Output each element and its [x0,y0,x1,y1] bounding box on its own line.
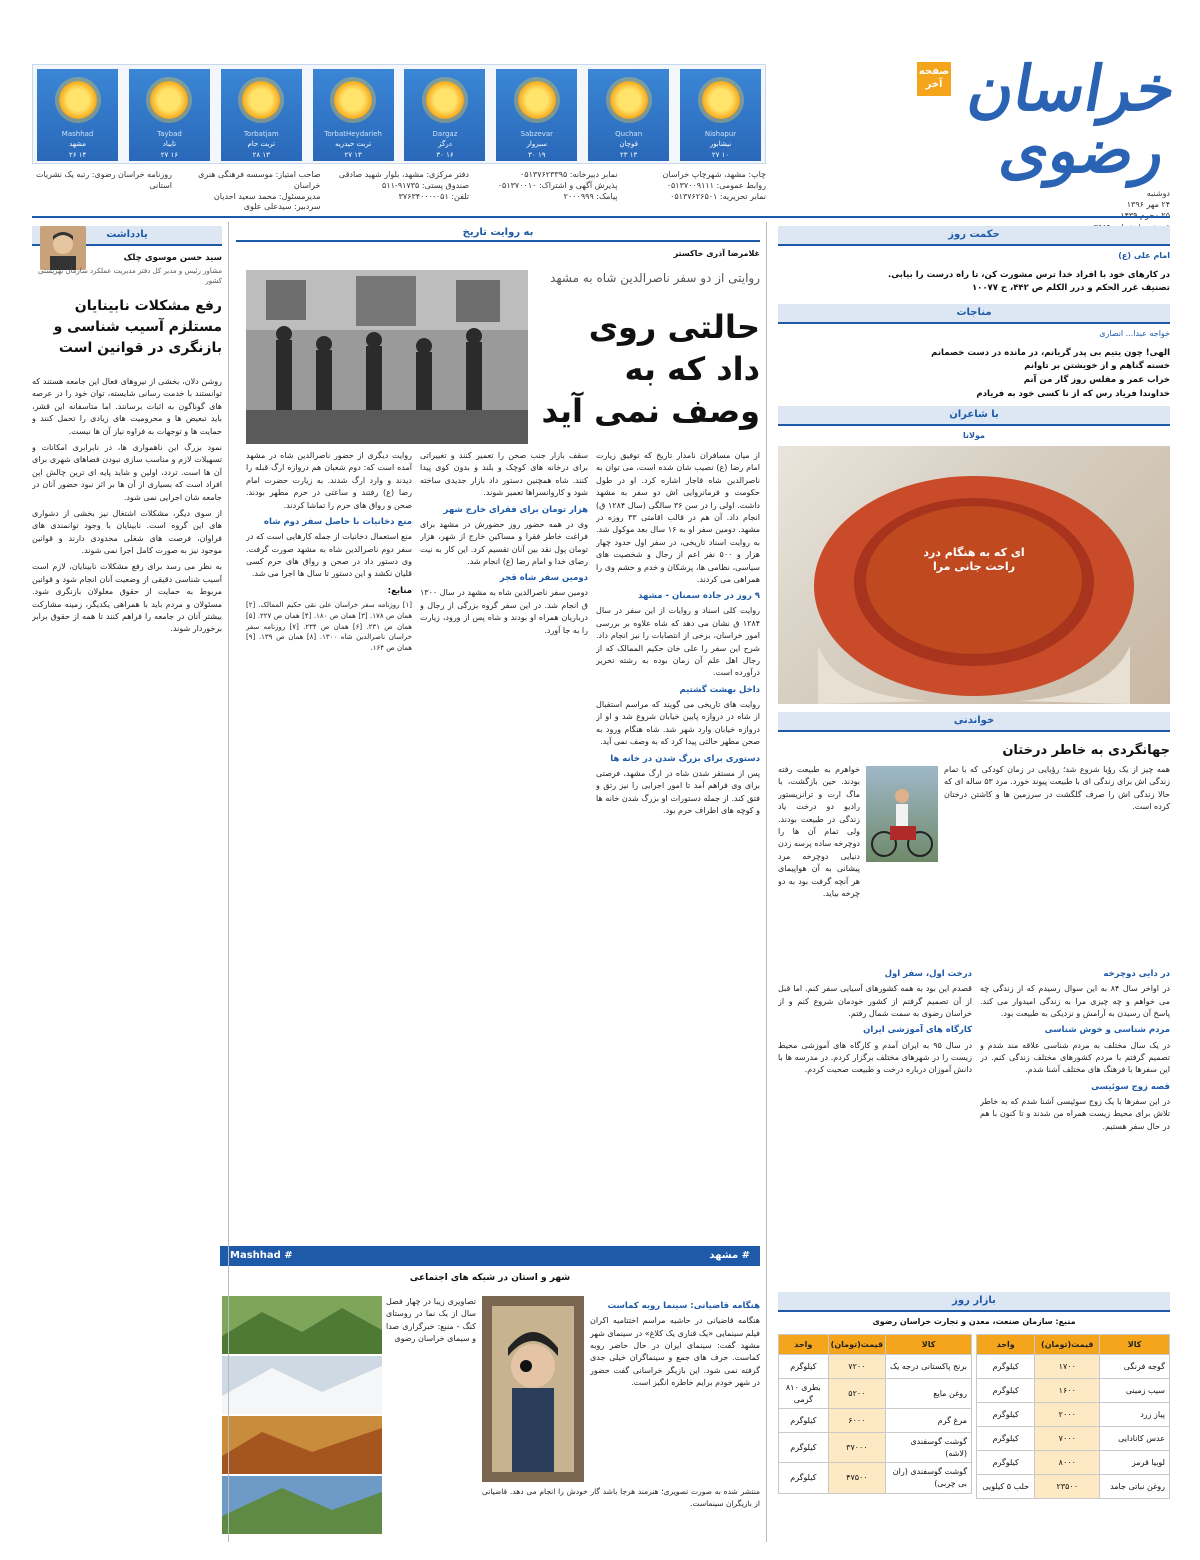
weather-card: TorbatHeydarieh تربت حیدریه ۱۳ ۲۷ [313,69,394,161]
sun-icon [518,81,556,119]
sun-icon [610,81,648,119]
tarikh-kicker: روایتی از دو سفر ناصرالدین شاه به مشهد [550,271,760,285]
bazar-header: بازار روز [778,1292,1170,1312]
yaddasht-body: روشن دلان، بخشی از نیروهای فعال این جامعه هستند که توانستند با خدمت رسانی شایسته، توان خود را در عرصه های گوناگون به اثبات برسانند. اما متاسفانه این قشر، باید تبعیض ها و محرومیت های زیادی را تحمل کنند و حمایت ها و توجهات به فراوه نیاز آن ها نیست. نمود بزرگ این ناهمواری ها، در نابرابری امکانات و تسهیلات لازم و مناسب سازی نبودن فضاهای شهری برای آن ها است. تردد، اولین و شاید پایه ای ترین چالش این افراد است که بسیاری از آن ها بر اثر نبود حضور آنان در جامعه شان اجرایی نمی شود. از سوی دیگر، مشکلات اشتغال نیز بخشی از دشواری های این گروه است. نابینایان با وجود توانمندی های فراوان، فرصت های شغلی محدودی دارند و قوانین موجود نیز به صورت کامل اجرا نمی شوند. به نظر می رسد برای رفع مشکلات نابینایان، لازم است آسیب شناسی دقیقی از وضعیت آنان انجام شود و قوانین مربوط به حمایت از حقوق معلولان بازنگری شود. مسئولان و مردم باید با همراهی یکدیگر، زمینه مشارکت بیشتر آنان در جامعه را فراهم کنند تا همه از حقوق برابر برخوردار شوند. [32,377,222,634]
khanandani-title: جهانگردی به خاطر درختان [1002,743,1170,758]
tarikh-col-3: روایت دیگری از حضور ناصرالدین شاه در مشهد آمده است که: دوم شعبان هم دروازه ارگ قبله را دیدند و وارد ارگ شدند. به زیارت حضرت امام رضا (ع) رفتند و ساعتی در حرم مطهر بودند. صحن و رواق های حرم را تماشا کردند. منع دخانیات با حاصل سفر دوم شاه منع استعمال دخانیات از جمله کارهایی است که در سفر دوم ناصرالدین شاه به مشهد صورت گرفت. وی دستور داد در صحن و رواق های حرم کسی قلیان نکشد و این دستور تا سال ها اجرا می شد. منابع: [۱] روزنامه سفر خراسان علی نقی حکیم الممالک. [۲] همان ص ۱۷۸. [۳] همان ص ۱۸۰. [۴] همان ص ۲۲۷. [۵] همان ص ۲۳۱. [۶] همان ص ۲۳۴. [۷] روزنامه سفر خراسان ناصرالدین شاه ۱۳۰۰. [۸] همان ص ۱۳۹. [۹] همان ص ۱۶۴. [246,451,412,653]
table-row: سیب زمینی ۱۶۰۰ کیلوگرم [977,1379,1170,1403]
cyclist-illustration [866,766,938,862]
sun-icon [59,81,97,119]
four-seasons-photos [222,1296,382,1534]
shaeran-header: با شاعران [778,406,1170,426]
landscape-illustration [222,1296,382,1534]
hekmat-header: حکمت روز [778,226,1170,246]
tarikh-byline: غلامرضا آذری خاکستر [673,249,760,258]
table-row: لوبیا قرمز ۸۰۰۰ کیلوگرم [977,1451,1170,1475]
bazar-source: منبع: سازمان صنعت، معدن و تجارت خراسان رضوی [872,1317,1076,1326]
table-row: گوجه فرنگی ۱۷۰۰ کیلوگرم [977,1355,1170,1379]
monajat-line: خسته گناهم و از خویشتن بر تاوانم [1024,361,1170,372]
market-table-left: کالا قیمت(تومان) واحد برنج پاکستانی درجه یک ۷۲۰۰ کیلوگرم روغن مایع ۵۲۰۰ بطری ۸۱۰ گرمی مرغ گرم ۶۰۰۰ کیلوگرم گوشت گوسفندی (لاشه) ۳۷۰۰۰ کیلوگرم گوشت گوسفندی (ران بی چربی) ۴۷۵۰۰ کیلوگرم [778,1334,972,1494]
hekmat-text: در کارهای خود با افراد خدا ترس مشورت کن، تا راه درست را بیابی. [887,269,1170,280]
yaddasht-header: یادداشت [32,226,222,246]
tarikh-subhead: ۹ روز در جاده سمنان - مشهد [638,591,760,602]
yaddasht-title: رفع مشکلات نابینایان مستلزم آسیب شناسی و بازنگری در قوانین است [53,298,222,356]
table-row: گوشت گوسفندی (لاشه) ۳۷۰۰۰ کیلوگرم [779,1433,972,1463]
khanandani-subhead: کارگاه های آموزشی ایران [863,1025,972,1036]
table-row: برنج پاکستانی درجه یک ۷۲۰۰ کیلوگرم [779,1355,972,1379]
table-row: روغن مایع ۵۲۰۰ بطری ۸۱۰ گرمی [779,1379,972,1409]
tarikh-subhead: دومین سفر شاه قجر [499,573,588,584]
sources-list: [۱] روزنامه سفر خراسان علی نقی حکیم الممالک. [۲] همان ص ۱۷۸. [۳] همان ص ۱۸۰. [۴] همان ص ۲۲۷. [۵] همان ص ۲۳۱. [۶] همان ص ۲۳۴. [۷] روزنامه سفر خراسان ناصرالدین شاه ۱۳۰۰. [۸] همان ص ۱۳۹. [۹] همان ص ۱۶۴. [246,600,412,653]
khanandani-col-left: درخت اول، سفر اول قصدم این بود به همه کشورهای آسیایی سفر کنم. اما قبل از آن تصمیم گرفتم از کشور خودمان شروع کنم و از خراسان رضوی به سمت شمال رفتم. کارگاه های آموزشی ایران در سال ۹۵ به ایران آمدم و کارگاه های آموزشی محیط زیست را در شهرهای مختلف برگزار کردم. در مدرسه ها با دانش آموزان درباره درخت و طبیعت صحبت کردم. [778,969,972,1075]
table-row: پیاز زرد ۲۰۰۰ کیلوگرم [977,1403,1170,1427]
hekmat-author: امام علی (ع) [1118,251,1170,260]
market-table-right: کالا قیمت(تومان) واحد گوجه فرنگی ۱۷۰۰ کیلوگرم سیب زمینی ۱۶۰۰ کیلوگرم پیاز زرد ۲۰۰۰ کیلوگرم عدس کانادایی ۷۰۰۰ کیلوگرم لوبیا قرمز ۸۰۰۰ کیلوگرم روغن نباتی جامد ۲۳۵۰۰ حلب ۵ کیلویی [976,1334,1170,1499]
weather-card: Sabzevar سبزوار ۱۹ ۳۰ [496,69,577,161]
tarikh-subhead: هزار تومان برای فقرای خارج شهر [443,504,588,515]
newspaper-logo-text: خراسان رضوی [962,52,1182,187]
imprint-item: صاحب امتیاز: موسسه فرهنگی هنری خراسان مدیرمسئول: محمد سعید احدیان سردبیر: سیدعلی علوی [198,170,321,212]
hekmat-box [778,250,1170,296]
date-solar: ۲۴ مهر ۱۳۹۶ [1126,200,1170,210]
weather-card: Nishapur نیشابور ۱۰ ۲۷ [680,69,761,161]
weather-strip [32,64,766,164]
tea-cup-photo [778,446,1170,704]
tea-cup-illustration [778,446,1170,704]
tarikh-subhead: داخل بهشت گشتیم [679,684,760,695]
last-page-tag: صفحه آخر [917,62,951,96]
tarikh-col-1: از میان مسافران نامدار تاریخ که توفیق زیارت امام رضا (ع) نصیب شان شده است، می توان به ناصرالدین شاه قاجار اشاره کرد. او در طول حکومت و فرمانروایی اش دو سفر به مشهد داشت. اولی را در سن ۳۶ سالگی (سال ۱۲۸۴ ق) انجام داد. آن هم در قالب اقامتی ۳۳ روزه در مشهد. دومین سفر او به ۱۶ سال بعد موکول شد. به روایت اسناد تاریخی، در سفر اول حدود چهار هزار و ۵۰۰ نفر اعم از رجال و شخصیت های سیاسی، نظامی ها، پزشکان و خدم و حشم وی را همراهی می کردند. ۹ روز در جاده سمنان - مشهد روایت کلی اسناد و روایات از این سفر در سال ۱۲۸۴ ق نشان می دهد که شاه علاوه بر بررسی امور خراسان، برخی از انتصابات را نیز انجام داد. شرح این سفر را علی خان حکیم الممالک که از رجال اهل علم آن زمان بوده به رشته تحریر درآورده است. داخل بهشت گشتیم روایت های تاریخی می گویند که مراسم استقبال از شاه در دروازه پایین خیابان شروع شد و او از دروازه خیابان وارد شهر شد. شاه هنگام ورود به صحن مطهر حالتی پیدا کرد که به وصف نمی آید. دستوری برای بزرگ شدن در خانه ها پس از مستقر شدن شاه در ارگ مشهد، فرصتی برای وی فراهم آمد تا امور اجرایی را نیز رتق و فتق کند. از جمله دستورات او بزرگ شدن خانه ها و کوچه های اطراف حرم بود. [596,451,760,815]
masthead-divider [32,216,1170,218]
monajat-line: الهی! چون یتیم بی پدر گریانم، در مانده در دست خصمانم [931,347,1170,358]
imprint-item: دفتر مرکزی: مشهد، بلوار شهید صادقی صندوق پستی: ۹۱۷۳۵-۵۱۱ تلفن: ۰۵۱-۳۷۶۳۴۰۰۰ [338,170,469,201]
monajat-line: خداوندا فریاد رس که از نا کسی خود به فریادم [976,388,1170,399]
monajat-box [778,328,1170,401]
cup-poem-text: ای که به هنگام درد راحت جانی مرا [923,546,1025,574]
monajat-author: خواجه عبدا... انصاری [1099,329,1170,338]
table-row: گوشت گوسفندی (ران بی چربی) ۴۷۵۰۰ کیلوگرم [779,1463,972,1493]
weather-card: Quchan قوچان ۱۳ ۲۳ [588,69,669,161]
imprint-item: چاپ: مشهد، شهرچاپ خراسان روابط عمومی: ۰۵۱۳۷۰۰۹۱۱۱ نمابر تحریریه: ۰۵۱۳۷۶۲۶۵۰۱ [662,170,766,201]
table-row: روغن نباتی جامد ۲۳۵۰۰ حلب ۵ کیلویی [977,1475,1170,1499]
khanandani-side-text: خواهرم به طبیعت رفته بودند. حین بازگشت، با ماگ ارت و ترانزیستور رادیو دو درخت یاد زندگی در طبیعت بودند. ولی تمام آن ها را دوچرخه ساده پرسه زدن دنیایی دوچرخه مرد پیشانی به آن هواپیمای هر آنچه گرفت بود به دو چرخه بیاید. [778,765,860,898]
actress-photo [482,1296,584,1482]
yaddasht-author-role: مشاور رئیس و مدیر کل دفتر مدیریت عملکرد سازمان بهزیستی کشور [38,267,222,286]
imprint-item: روزنامه خراسان رضوی: رتبه یک نشریات استانی [35,170,172,190]
khanandani-subhead: در دایی دوچرخه [1103,969,1170,979]
sun-icon [242,81,280,119]
table-row: عدس کانادایی ۷۰۰۰ کیلوگرم [977,1427,1170,1451]
sun-icon [426,81,464,119]
mashhad-title: شهر و استان در شبکه های اجتماعی [409,1273,571,1283]
monajat-line: خراب عمر و مفلس روز گار من آنم [1023,374,1170,385]
cyclist-photo [866,766,938,862]
hekmat-source: تصنیف غرر الحکم و درر الکلم ص ۴۴۲، ح ۱۰۰۷۷ [971,283,1170,294]
weather-card: Torbatjam تربت جام ۱۳ ۲۸ [221,69,302,161]
column-divider [228,222,229,1542]
column-divider [766,222,767,1542]
khanandani-col-right: در دایی دوچرخه در اواخر سال ۸۴ به این سوال رسیدم که از زندگی چه می خواهم و چه چیزی مرا به زندگی امیدوار می کند. پاسخ آن رسیدن به آرامش و نزدیکی به طبیعت بود. مردم شناسی و خوش شناسی در یک سال مختلف به مردم شناسی علاقه مند شدم و تصمیم گرفتم با مردم کشورهای مختلف زندگی کنم. در این سفرها با فرهنگ های مختلف آشنا شدم. قصه زوج سوئیسی در این سفرها با یک زوج سوئیسی آشنا شدم که به خاطر تلاش برای محیط زیست همراه من شدند و تا کنون با هم در حال سفر هستیم. [980,969,1170,1131]
yaddasht-author: سید حسن موسوی چلک [123,253,222,263]
masthead-logo [918,52,1182,187]
sun-icon [702,81,740,119]
mashhad-caption: منتشر شده به صورت تصویری؛ هنرمند هرجا باشد گار خودش را انجام می دهد. قاضیانی از بازیگران سینماست. [482,1487,760,1508]
tarikh-title: حالتی روی داد که به وصف نمی آید [541,308,760,431]
khanandani-subhead: قصه زوج سوئیسی [1091,1081,1170,1092]
khanandani-subhead: مردم شناسی و خوش شناسی [1044,1025,1170,1036]
mashhad-item-title: هنگامه قاضیانی: سینما روبه کماست [607,1301,760,1311]
khanandani-intro: همه چیز از یک رؤیا شروع شد؛ رؤیایی در زمان کودکی که با تمام زندگی اش برای زندگی ای با طبیعت پیوند خورد. مرد ۵۳ ساله ای که حالا زندگی اش را صرف گلگشت در سرزمین ها و کاشتن درختان کرده است. [944,765,1170,812]
mashhad-item-2: تصاویری زیبا در چهار فصل سال از یک نما در روستای کنگ - منبع: خبرگزاری صدا و سیمای خراسان رضوی [386,1297,476,1344]
tarikh-subhead: دستوری برای بزرگ شدن در خانه ها [610,753,760,764]
qajar-historic-photo [246,270,528,444]
qajar-group-illustration [246,270,528,444]
actress-illustration [482,1296,584,1482]
sun-icon [334,81,372,119]
imprint-item: نمابر دبیرخانه: ۰۵۱۳۷۶۲۳۳۹۵ پذیرش آگهی و اشتراک: ۰۵۱۳۷۰۰۱۰ پیامک: ۲۰۰۰۹۹۹ [497,170,618,201]
sun-icon [150,81,188,119]
date-weekday: دوشنبه [1146,189,1170,198]
khanandani-header: خواندنی [778,712,1170,732]
tarikh-header: به روایت تاریخ [236,224,760,242]
weather-card: Dargaz درگز ۱۶ ۳۰ [404,69,485,161]
sources-title: منابع: [387,585,412,596]
imprint-strip [32,170,766,210]
tarikh-col-2: سقف بازار جنب صحن را تعمیر کنند و تغییراتی برای درخانه های کوچک و بلند و بدون کوی پیدا کنند. شاه همچنین دستور داد بازار جدیدی ساخته شود و کاروانسراها تعمیر شوند. هزار تومان برای فقرای خارج شهر وی در همه حضور روز حضورش در مشهد برای فراغت خاطر فقرا و مساکین خارج از شهر، هزار تومان پول نقد بین آنان تقسیم کرد. این کار به نیت رضای خدا و امام رضا (ع) انجام شد. دومین سفر شاه قجر دومین سفر ناصرالدین شاه به مشهد در سال ۱۳۰۰ ق انجام شد. در این سفر گروه بزرگی از رجال و درباریان همراه او بودند و شاه پس از ورود، زیارت را به جا آورد. [420,451,588,635]
tarikh-subhead: منع دخانیات با حاصل سفر دوم شاه [263,516,412,527]
shaeran-author: مولانا [963,431,985,440]
mashhad-header: # مشهد # Mashhad [220,1246,760,1266]
table-row: مرغ گرم ۶۰۰۰ کیلوگرم [779,1409,972,1433]
weather-card: Taybad تایباد ۱۶ ۲۷ [129,69,210,161]
monajat-header: مناجات [778,304,1170,324]
khanandani-subhead: درخت اول، سفر اول [884,969,972,979]
weather-card: Mashhad مشهد ۱۴ ۲۶ [37,69,118,161]
mashhad-item-1: هنگامه قاضیانی: سینما روبه کماست هنگامه قاضیانی در حاشیه مراسم اختتامیه اکران فیلم سینمایی «یک قناری یک کلاغ» در سینمای شهر مشهد گفت: سینمای ایران در حال حاضر روبه کماست. حرف های جمع و سینماگران خیلی جدی گرفته نمی شود. این بازیگر خراسانی گفت حضور در شهر خودم برایم خاطره انگیز است. [590,1301,760,1388]
